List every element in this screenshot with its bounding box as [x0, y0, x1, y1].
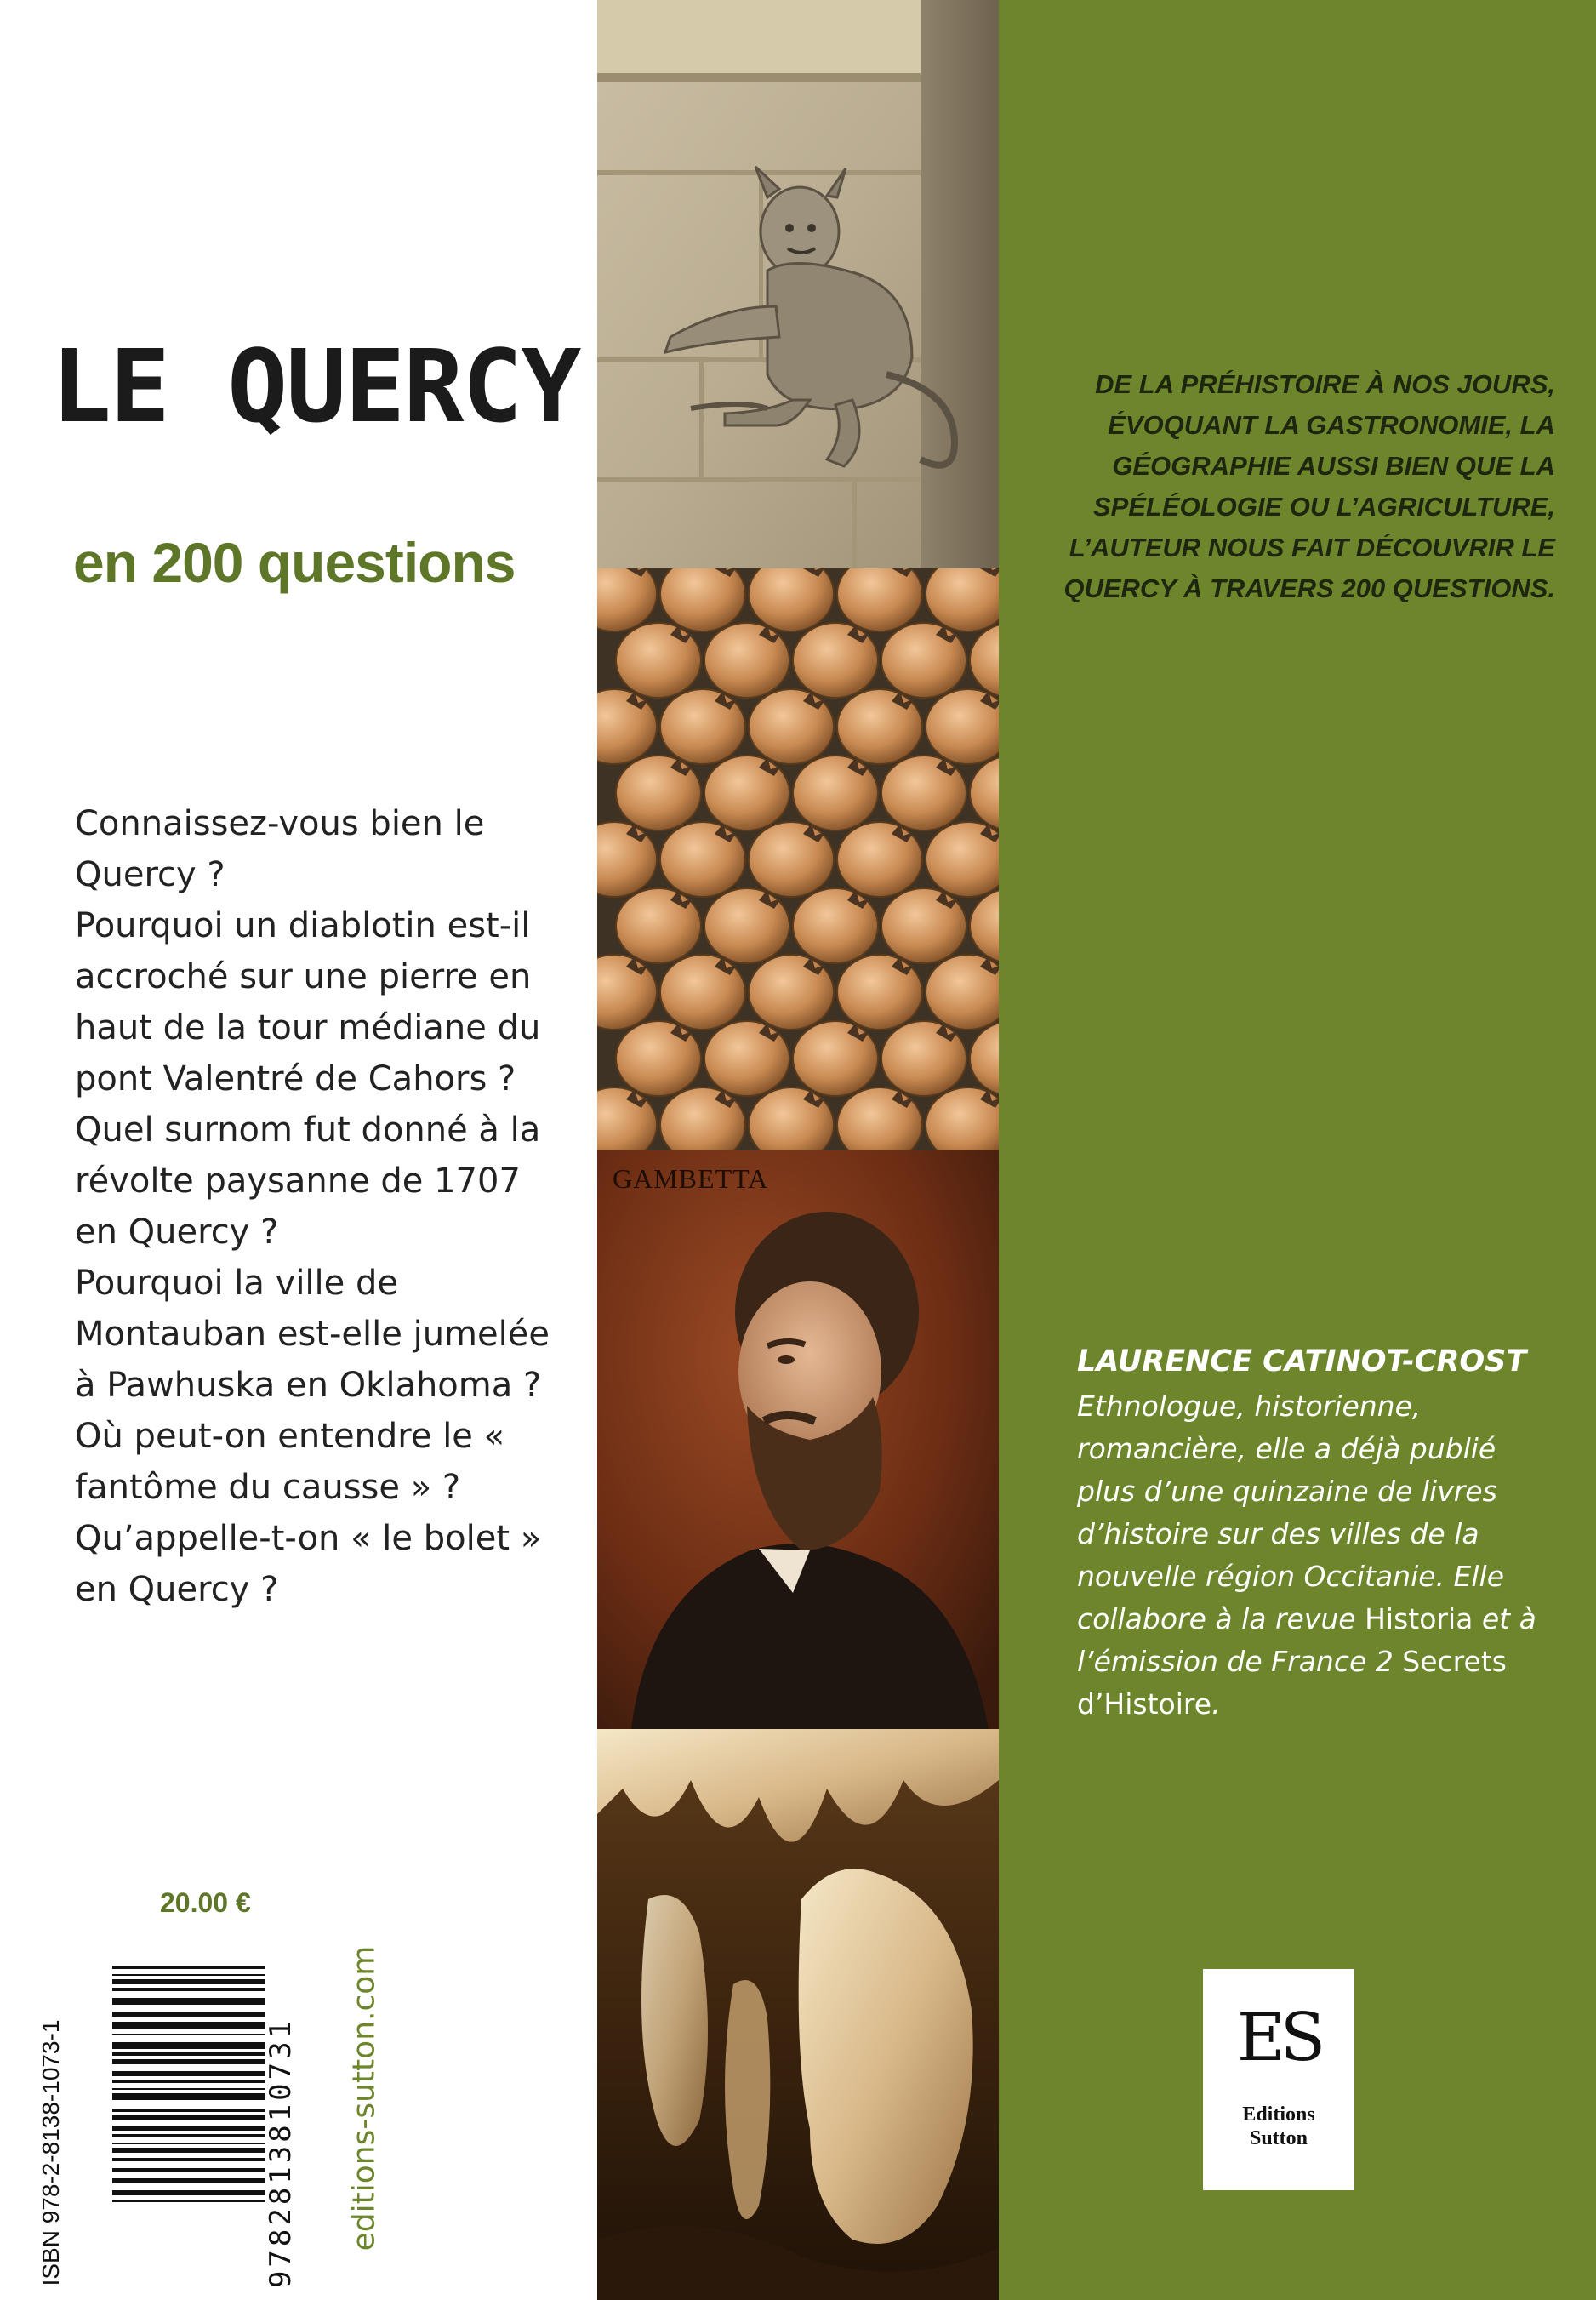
medlar-fruit	[793, 888, 878, 963]
medlar-fruit	[837, 955, 922, 1030]
publisher-monogram: ES	[1236, 2000, 1321, 2076]
gambetta-portrait-photo	[597, 1150, 999, 1729]
question-item: Pourquoi un diablotin est-il accroché sur une pierre en haut de la tour médiane du pont Valentré de Cahors ?	[75, 906, 541, 1099]
photo-strip	[597, 0, 999, 2300]
medlar-fruit	[704, 756, 789, 830]
website-link[interactable]: editions-sutton.com	[346, 1945, 382, 2251]
right-panel	[999, 0, 1596, 2300]
question-list	[75, 798, 551, 1615]
medlar-fruit	[749, 822, 834, 897]
medlar-fruit	[704, 1021, 789, 1096]
medlar-fruit	[881, 1021, 966, 1096]
book-title: LE QUERCY	[51, 328, 580, 445]
medlar-fruit	[881, 623, 966, 698]
publisher-line-2: Sutton	[1249, 2127, 1308, 2149]
barcode-bar	[112, 2059, 265, 2064]
barcode-bar	[112, 2148, 265, 2153]
medlar-fruit	[660, 689, 745, 764]
barcode-bar	[112, 2034, 265, 2035]
barcode-bar	[112, 1974, 265, 1976]
tv-show-name: Secrets d’Histoire	[1077, 1645, 1507, 1721]
question-item: Pourquoi la ville de Montauban est-elle jumelée à Pawhuska en Oklahoma ?	[75, 1264, 550, 1405]
barcode-bar	[112, 2071, 265, 2076]
barcode-bar	[112, 2200, 265, 2202]
barcode-bar	[112, 2080, 265, 2083]
portrait-caption: GAMBETTA	[613, 1163, 769, 1194]
medlar-fruit	[926, 822, 999, 897]
barcode-bar	[112, 2126, 265, 2131]
medlar-fruit	[704, 888, 789, 963]
barcode-bar	[112, 2168, 265, 2172]
question-item: Connaissez-vous bien le Quercy ?	[75, 804, 485, 894]
barcode-bar	[112, 1979, 265, 1984]
devil-sculpture-photo	[597, 0, 999, 568]
barcode-bar	[112, 1988, 265, 1991]
barcode-bar	[112, 2109, 265, 2112]
barcode-bar	[112, 2042, 265, 2049]
barcode-bar	[112, 1998, 265, 2005]
author-bio	[1077, 1385, 1553, 1726]
barcode-bars	[78, 1957, 282, 2297]
medlar-fruit	[881, 888, 966, 963]
barcode-bar	[112, 2158, 265, 2161]
medlar-fruits-photo	[597, 568, 999, 1150]
author-bio-text: et à l’émission de France 2	[1077, 1602, 1536, 1678]
medlar-fruit	[793, 1021, 878, 1096]
barcode-bar	[112, 2093, 265, 2100]
question-item: Qu’appelle-t-on « le bolet » en Quercy ?	[75, 1519, 542, 1609]
book-subtitle: en 200 questions	[73, 531, 516, 594]
barcode-bar	[112, 2178, 265, 2183]
barcode-bar	[112, 2115, 265, 2120]
barcode-bar	[112, 2052, 265, 2056]
medlar-fruit	[749, 955, 834, 1030]
medlar-fruit	[793, 756, 878, 830]
price-label: 20.00 €	[160, 1887, 251, 1918]
barcode-bar	[112, 2012, 265, 2017]
medlar-fruit	[837, 689, 922, 764]
medlar-fruit	[749, 689, 834, 764]
question-item: Quel surnom fut donné à la révolte paysanne de 1707 en Quercy ?	[75, 1110, 541, 1252]
medlar-fruit	[926, 689, 999, 764]
magazine-name: Historia	[1365, 1602, 1473, 1635]
barcode-bar	[112, 2022, 265, 2029]
medlar-fruit	[616, 1021, 701, 1096]
author-name: LAURENCE CATINOT-CROST	[1077, 1344, 1527, 1378]
barcode-bar	[112, 2134, 265, 2137]
back-cover-blurb: DE LA PRÉHISTOIRE À NOS JOURS, ÉVOQUANT LA GASTRONOMIE, LA GÉOGRAPHIE AUSSI BIEN QUE LA SPÉLÉOLOGIE OU L’AGRICULTURE, L’AUTEUR NOUS FAIT DÉCOUVRIR LE QUERCY À TRAVERS 200 QUESTIONS.	[1063, 369, 1555, 603]
medlar-fruit	[616, 888, 701, 963]
medlar-fruit	[793, 623, 878, 698]
question-item: Où peut-on entendre le « fantôme du causse » ?	[75, 1417, 505, 1507]
publisher-line-1: Editions	[1242, 2103, 1315, 2126]
medlar-fruit	[616, 623, 701, 698]
medlar-fruit	[837, 822, 922, 897]
medlar-fruit	[616, 756, 701, 830]
author-bio-text: Ethnologue, historienne, romancière, elle a déjà publié plus d’une quinzaine de livres d’histoire sur des villes de la nouvelle région Occitanie. Elle collabore à la revue	[1077, 1390, 1505, 1635]
medlar-fruit	[704, 623, 789, 698]
author-bio-text: .	[1211, 1687, 1221, 1721]
barcode-bar	[112, 2190, 265, 2195]
publisher-logo	[1203, 1969, 1354, 2190]
medlar-fruit	[660, 955, 745, 1030]
isbn-text: ISBN 978-2-8138-1073-1	[37, 2019, 64, 2286]
ean-number: 9782813810731	[264, 2017, 298, 2289]
medlar-fruit	[926, 955, 999, 1030]
medlar-fruit	[660, 822, 745, 897]
medlar-fruit	[881, 756, 966, 830]
barcode-bar	[112, 2088, 265, 2090]
cave-stalactites-photo	[597, 1729, 999, 2300]
barcode-bar	[112, 1966, 265, 1969]
barcode-bar	[112, 2143, 265, 2144]
